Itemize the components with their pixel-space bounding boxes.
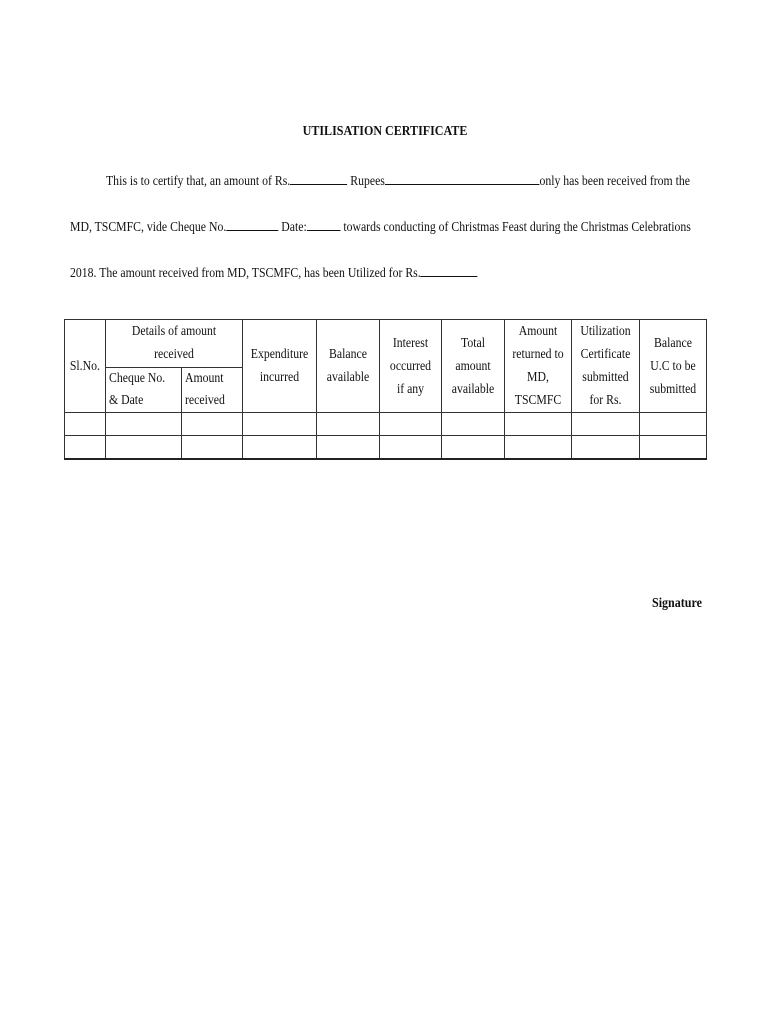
- table-cell[interactable]: [640, 413, 707, 436]
- col-uc-submitted: Utilization Certificate submitted for Rs.: [572, 320, 640, 413]
- cheque-no-blank[interactable]: [226, 216, 278, 231]
- table-row: [65, 436, 707, 460]
- col-balance-available: Balance available: [317, 320, 380, 413]
- col-sl-no: Sl.No.: [65, 320, 106, 413]
- col-total-amount: Total amount available: [442, 320, 505, 413]
- col-interest: Interest occurred if any: [380, 320, 442, 413]
- line2-text-c: towards conducting of Christmas Feast during the Christmas Celebrations: [343, 220, 691, 235]
- line1-text-c: only has been received from the: [539, 174, 690, 189]
- table-cell[interactable]: [380, 413, 442, 436]
- col-details-of-amount: Details of amount received: [106, 320, 243, 368]
- line1-text-b: Rupees: [350, 174, 385, 189]
- table-cell[interactable]: [182, 413, 243, 436]
- table-cell[interactable]: [317, 413, 380, 436]
- utilisation-table: [64, 319, 707, 460]
- col-amount-returned: Amount returned to MD, TSCMFC: [505, 320, 572, 413]
- col-cheque-no-date: Cheque No. & Date: [106, 367, 182, 413]
- table-cell[interactable]: [442, 436, 505, 460]
- table-cell[interactable]: [572, 413, 640, 436]
- table-cell[interactable]: [243, 436, 317, 460]
- table-row: [65, 413, 707, 436]
- table-cell[interactable]: [640, 436, 707, 460]
- certificate-line-2: [70, 216, 717, 236]
- table-cell[interactable]: [106, 413, 182, 436]
- certificate-line-1: [106, 170, 753, 190]
- table-cell[interactable]: [572, 436, 640, 460]
- table-cell[interactable]: [182, 436, 243, 460]
- table-cell[interactable]: [317, 436, 380, 460]
- table-cell[interactable]: [243, 413, 317, 436]
- table-cell[interactable]: [380, 436, 442, 460]
- table-header-row: [65, 320, 707, 368]
- col-expenditure: Expenditure incurred: [243, 320, 317, 413]
- col-amount-received: Amount received: [182, 367, 243, 413]
- table-cell[interactable]: [106, 436, 182, 460]
- table-cell[interactable]: [505, 413, 572, 436]
- col-balance-uc: Balance U.C to be submitted: [640, 320, 707, 413]
- document-title: UTILISATION CERTIFICATE: [302, 124, 468, 139]
- line3-text-a: 2018. The amount received from MD, TSCMFC, has been Utilized for Rs.: [70, 266, 421, 281]
- utilized-rs-blank[interactable]: [421, 262, 478, 277]
- line2-text-a: MD, TSCMFC, vide Cheque No.: [70, 220, 227, 235]
- table-cell[interactable]: [505, 436, 572, 460]
- line2-text-b: Date:: [281, 220, 307, 235]
- table-cell[interactable]: [442, 413, 505, 436]
- table-cell[interactable]: [65, 436, 106, 460]
- certificate-line-3: [70, 262, 717, 282]
- table-cell[interactable]: [65, 413, 106, 436]
- line1-text-a: This is to certify that, an amount of Rs.: [106, 174, 291, 189]
- amount-rs-blank[interactable]: [290, 170, 347, 185]
- rupees-words-blank[interactable]: [385, 170, 540, 185]
- date-blank[interactable]: [307, 216, 341, 231]
- signature-label: Signature: [652, 596, 702, 611]
